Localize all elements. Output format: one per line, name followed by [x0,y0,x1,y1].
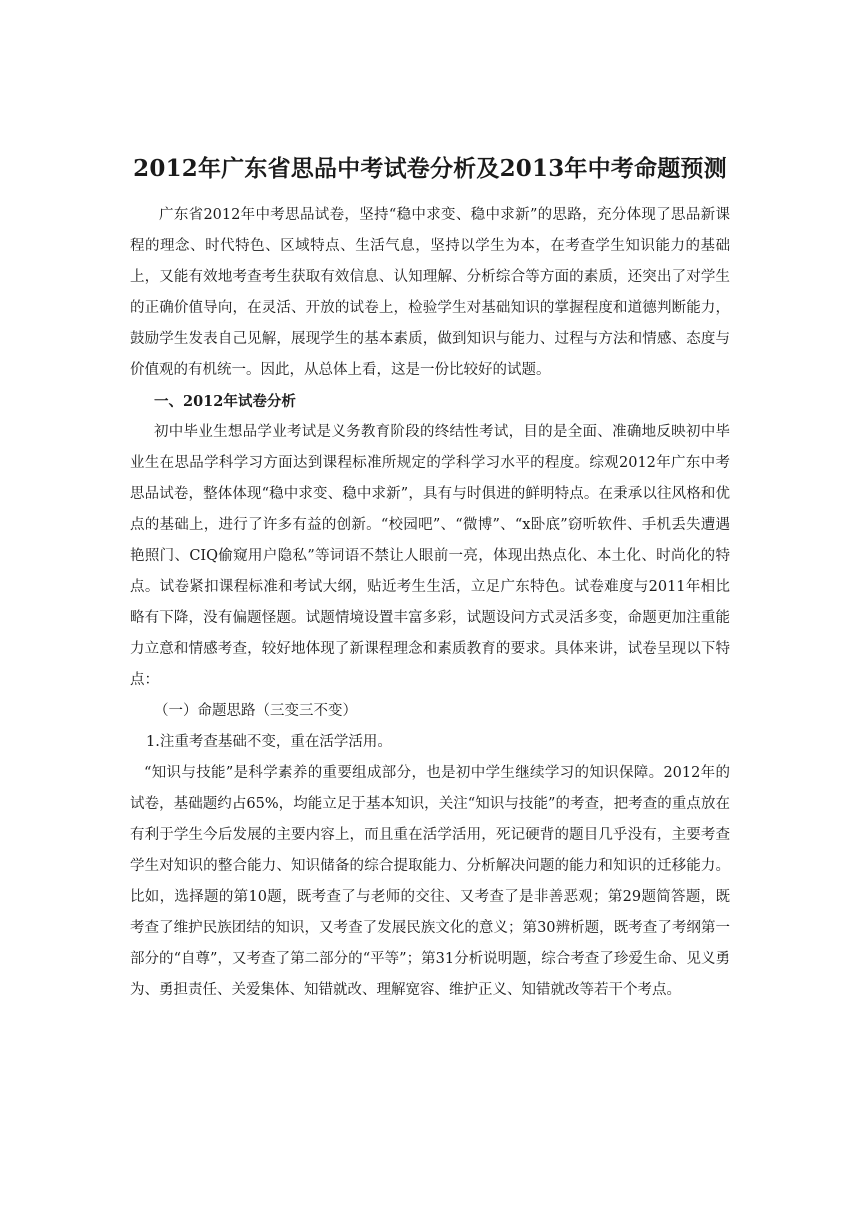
intro-paragraph: 广东省2012年中考思品试卷，坚持“稳中求变、稳中求新”的思路，充分体现了思品新课程的理念、时代特色、区域特点、生活气息，坚持以学生为本，在考查学生知识能力的基础上，又能有效地考查考生获取有效信息、认知理解、分析综合等方面的素质，还突出了对学生的正确价值导向，在灵活、开放的试卷上，检验学生对基础知识的掌握程度和道德判断能力，鼓励学生发表自己见解，展现学生的基本素质，做到知识与能力、过程与方法和情感、态度与价值观的有机统一。因此，从总体上看，这是一份比较好的试题。 [130,207,730,378]
section-paragraph: 初中毕业生想品学业考试是义务教育阶段的终结性考试，目的是全面、准确地反映初中毕业生在思品学科学习方面达到课程标准所规定的学科学习水平的程度。综观2012年广东中考思品试卷，整体体现“稳中求变、稳中求新”，具有与时俱进的鲜明特点。在秉承以往风格和优点的基础上，进行了许多有益的创新。“校园吧”、“微博”、“x卧底”窃听软件、手机丢失遭遇艳照门、CIQ偷窥用户隐私”等词语不禁让人眼前一亮，体现出热点化、本土化、时尚化的特点。试卷紧扣课程标准和考试大纲，贴近考生生活，立足广东特色。试卷难度与2011年相比略有下降，没有偏题怪题。试题情境设置丰富多彩，试题设问方式灵活多变，命题更加注重能力立意和情感考查，较好地体现了新课程理念和素质教育的要求。具体来讲，试卷呈现以下特点： [130,424,730,688]
document-body [130,200,730,1006]
item-paragraph: “知识与技能”是科学素养的重要组成部分，也是初中学生继续学习的知识保障。2012年的试卷，基础题约占65%，均能立足于基本知识，关注“知识与技能”的考查，把考查的重点放在有利于学生今后发展的主要内容上，而且重在活学活用，死记硬背的题目几乎没有，主要考查学生对知识的整合能力、知识储备的综合提取能力、分析解决问题的能力和知识的迁移能力。比如，选择题的第10题，既考查了与老师的交往、又考查了是非善恶观；第29题简答题，既考查了维护民族团结的知识，又考查了发展民族文化的意义；第30辨析题，既考查了考纲第一部分的“自尊”，又考查了第二部分的“平等”；第31分析说明题，综合考查了珍爱生命、见义勇为、勇担责任、关爱集体、知错就改、理解宽容、维护正义、知错就改等若干个考点。 [130,765,730,998]
section-heading: 一、2012年试卷分析 [154,393,296,410]
document-title: 2012年广东省思品中考试卷分析及2013年中考命题预测 [133,155,727,182]
subsection-heading: （一）命题思路（三变三不变） [154,703,357,719]
item-heading: 1.注重考查基础不变，重在活学活用。 [146,734,392,750]
